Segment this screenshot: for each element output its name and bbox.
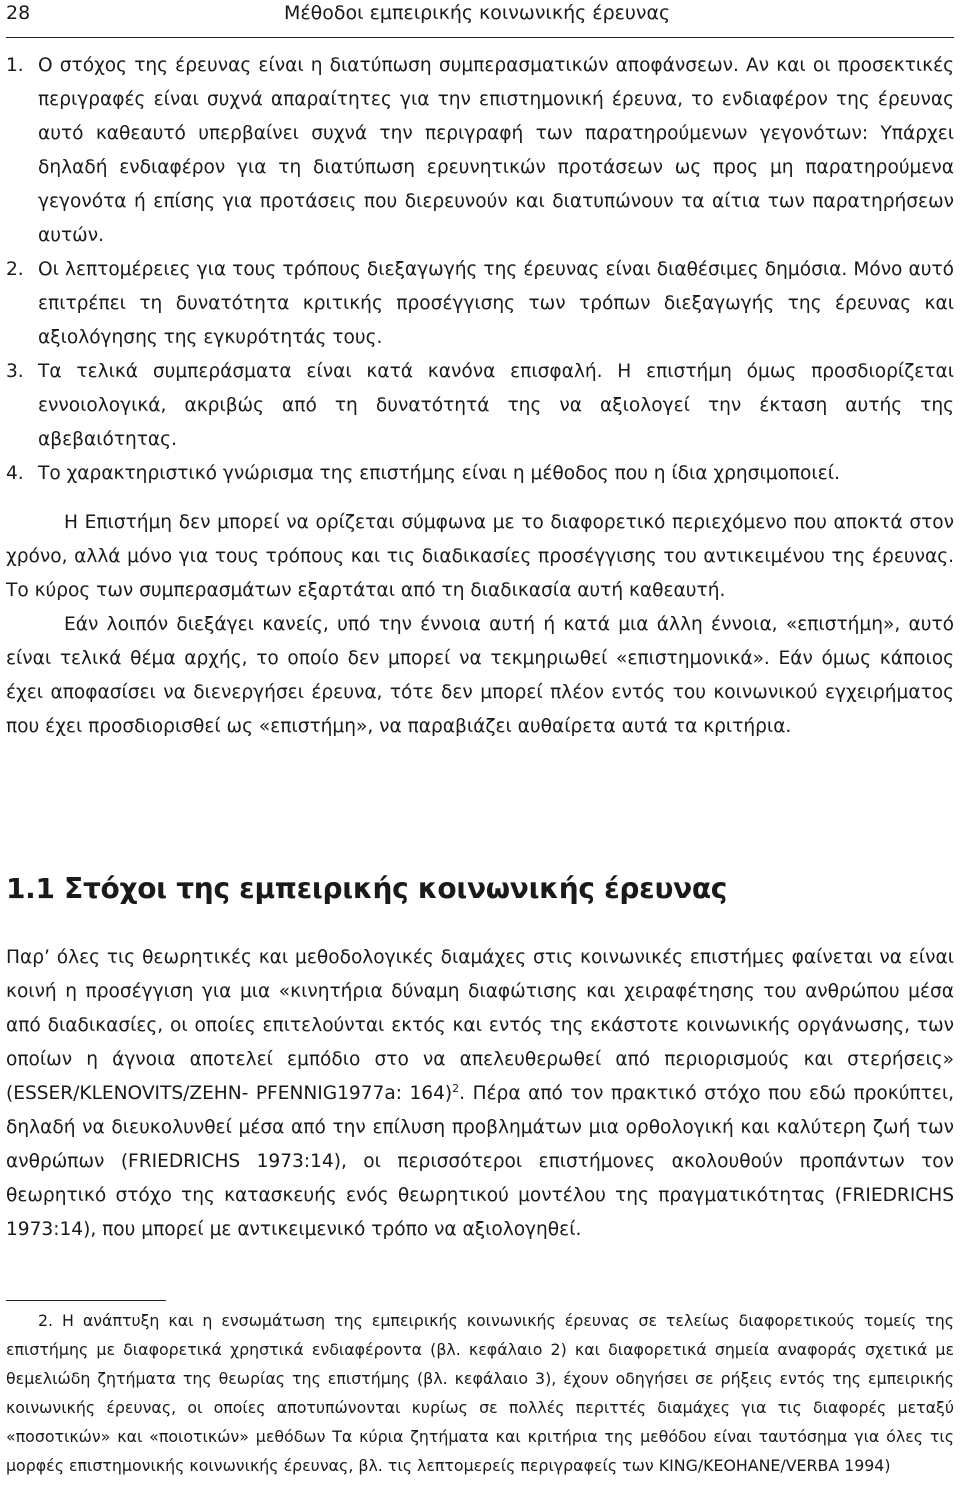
- list-item-number: 1.: [6, 55, 24, 76]
- section-body: [6, 941, 954, 1247]
- numbered-list: [6, 49, 954, 491]
- list-item-text: Οι λεπτομέρειες για τους τρόπους διεξαγωγής της έρευνας είναι διαθέσιμες δημόσια. Μόνο αυτό επιτρέπει τη δυνατότητα κριτικής προσέγγισης των τρόπων διεξαγωγής της έρευνας και αξιολόγησης της εγκυρότητάς τους.: [38, 259, 954, 348]
- list-item: [6, 49, 954, 253]
- paragraph-text: . Πέρα από τον πρακτικό στόχο που εδώ προκύπτει, δηλαδή να διευκολυνθεί μέσα από την επίλυση προβλημάτων μια ορθολογική και καλύτερη ζωή των ανθρώπων (FRIEDRICHS 1973:14), οι περισσότεροι επιστήμονες ακολουθούν προπάντων τον θεωρητικό στόχο της κατασκευής ενός θεωρητικού μοντέλου της πραγματικότητας (FRIEDRICHS 1973:14), που μπορεί με αντικειμενικό τρόπο να αξιολογηθεί.: [6, 1083, 954, 1240]
- running-title: Μέθοδοι εμπειρικής κοινωνικής έρευνας: [284, 2, 671, 24]
- footnote: 2. Η ανάπτυξη και η ενσωμάτωση της εμπειρικής κοινωνικής έρευνας σε τελείως διαφορετικούς τομείς της επιστήμης με διαφορετικά χρηστικά ενδιαφέροντα (βλ. κεφάλαιο 2) και διαφορετικά σημεία αναφοράς σχετικά με θεμελιώδη ζητήματα της θεωρίας της επιστήμης (βλ. κεφάλαιο 3), έχουν οδηγήσει σε ρήξεις εντός της εμπειρικής κοινωνικής έρευνας, οι οποίες αποτυπώνονται κυρίως σε πολλές περιττές διαμάχες για τις διαφορές μεταξύ «ποσοτικών» και «ποιοτικών» μεθόδων Τα κύρια ζητήματα και κριτήρια της μεθόδου είναι ταυτόσημα για όλες τις μορφές επιστημονικής κοινωνικής έρευνας, βλ. τις λεπτομερείς περιγραφείς των KING/KEOHANE/VERBA 1994): [6, 1311, 954, 1475]
- list-item: [6, 457, 954, 491]
- footnote-reference[interactable]: 2: [452, 1081, 460, 1095]
- list-item-text: Ο στόχος της έρευνας είναι η διατύπωση συμπερασματικών αποφάνσεων. Αν και οι προσεκτικές περιγραφές είναι συχνά απαραίτητες για την επιστημονική έρευνα, το ενδιαφέρον της έρευνας αυτό καθεαυτό υπερβαίνει συχνά την περιγραφή των παρατηρούμενων γεγονότων: Υπάρχει δηλαδή ενδιαφέρον για τη διατύπωση ερευνητικών προτάσεων ως προς μη παρατηρούμενα γεγονότα ή επίσης για προτάσεις που διερευνούν και διατυπώνουν τα αίτια των παρατηρήσεων αυτών.: [38, 55, 954, 246]
- body-paragraphs: [6, 506, 954, 744]
- section-heading: 1.1 Στόχοι της εμπειρικής κοινωνικής έρευνας: [6, 872, 728, 905]
- paragraph-text: Παρ’ όλες τις θεωρητικές και μεθοδολογικές διαμάχες στις κοινωνικές επιστήμες φαίνεται να είναι κοινή η προσέγγιση για μια «κινητήρια δύναμη διαφώτισης και χειραφέτησης του ανθρώπου μέσα από διαδικασίες, οι οποίες επιτελούνται εκτός και εντός της εκάστοτε κοινωνικής οργάνωσης, των οποίων η άγνοια αποτελεί εμπόδιο στο να απελευθερωθεί από περιορισμούς και στερήσεις» (ESSER/KLENOVITS/ZEHN- PFENNIG1977a: 164): [6, 947, 954, 1104]
- paragraph: Η Επιστήμη δεν μπορεί να ορίζεται σύμφωνα με το διαφορετικό περιεχόμενο που αποκτά στον χρόνο, αλλά μόνο για τους τρόπους και τις διαδικασίες προσέγγισης του αντικειμένου της έρευνας. Το κύρος των συμπερασμάτων εξαρτάται από τη διαδικασία αυτή καθεαυτή.: [6, 512, 954, 601]
- list-item: [6, 355, 954, 457]
- paragraph: [6, 941, 954, 1247]
- list-item-text: Τα τελικά συμπεράσματα είναι κατά κανόνα επισφαλή. Η επιστήμη όμως προσδιορίζεται εννοιολογικά, ακριβώς από τη δυνατότητά της να αξιολογεί την έκταση αυτής της αβεβαιότητας.: [38, 361, 954, 450]
- list-item-number: 4.: [6, 463, 24, 484]
- page-header: [6, 2, 954, 26]
- list-item-number: 2.: [6, 259, 24, 280]
- paragraph: Εάν λοιπόν διεξάγει κανείς, υπό την έννοια αυτή ή κατά μια άλλη έννοια, «επιστήμη», αυτό είναι τελικά θέμα αρχής, το οποίο δεν μπορεί να τεκμηριωθεί «επιστημονικά». Εάν όμως κάποιος έχει αποφασίσει να διενεργήσει έρευνα, τότε δεν μπορεί πλέον εντός του κοινωνικού εγχειρήματος που έχει προσδιορισθεί ως «επιστήμη», να παραβιάζει αυθαίρετα αυτά τα κριτήρια.: [6, 614, 954, 737]
- list-item-text: Το χαρακτηριστικό γνώρισμα της επιστήμης είναι η μέθοδος που η ίδια χρησιμοποιεί.: [38, 463, 840, 484]
- footnote-rule: [6, 1300, 166, 1301]
- list-item-number: 3.: [6, 361, 24, 382]
- list-item: [6, 253, 954, 355]
- page-number: 28: [6, 2, 31, 24]
- header-rule: [6, 37, 954, 38]
